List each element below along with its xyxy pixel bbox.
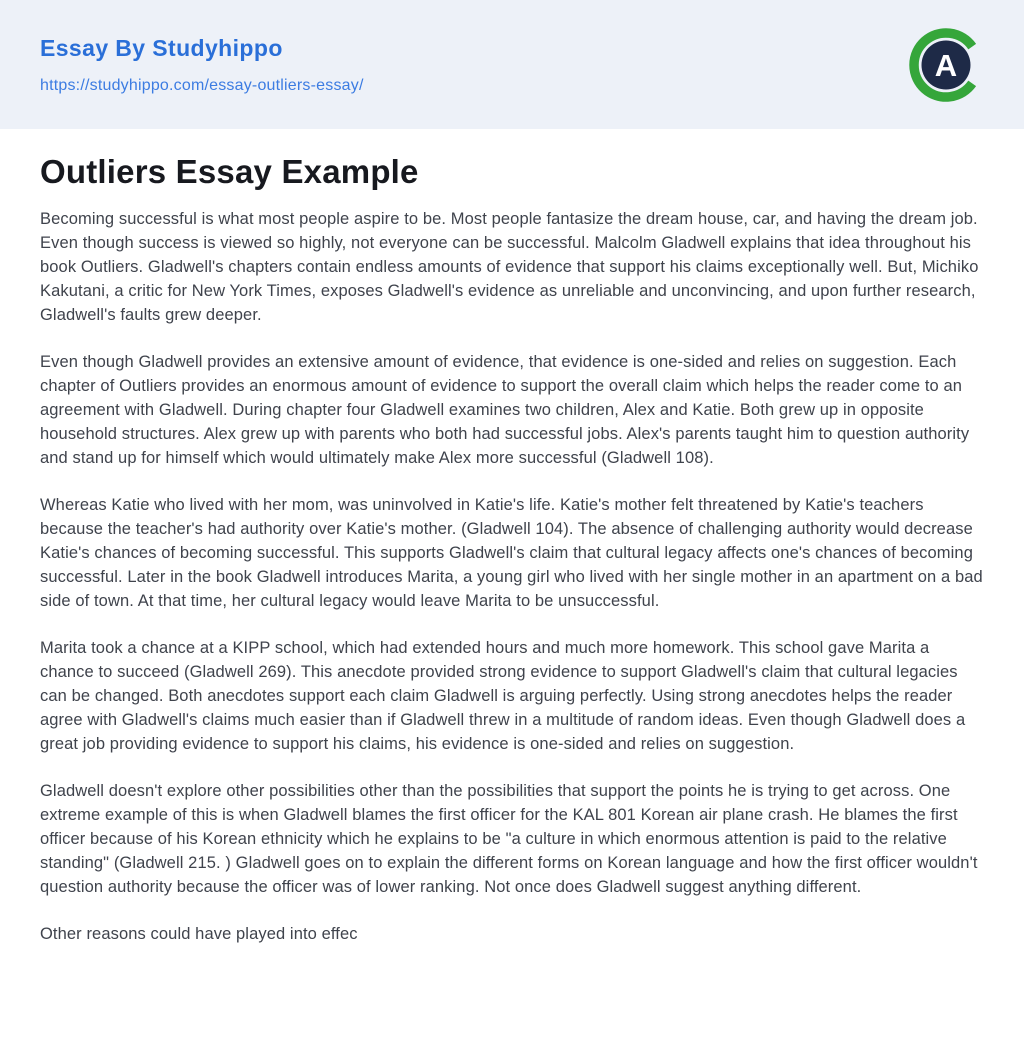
essay-article [0,129,1024,946]
logo-letter: A [934,47,958,83]
essay-paragraph: Other reasons could have played into effec [40,925,358,943]
header-text-block [40,35,364,95]
essay-paragraph: Even though Gladwell provides an extensive amount of evidence, that evidence is one-sided and relies on suggestion. Each chapter of Outliers provides an enormous amount of evidence to support the overall claim which helps the reader come to an agreement with Gladwell. During chapter four Gladwell examines two children, Alex and Katie. Both grew up in opposite household structures. Alex grew up with parents who both had successful jobs. Alex's parents taught him to question authority and stand up for himself which would ultimately make Alex more successful (Gladwell 108). [40,353,970,467]
essay-paragraph: Becoming successful is what most people aspire to be. Most people fantasize the dream house, car, and having the dream job. Even though success is viewed so highly, not everyone can be successful. Malcolm Gladwell explains that idea throughout his book Outliers. Gladwell's chapters contain endless amounts of evidence that support his claims exceptionally well. But, Michiko Kakutani, a critic for New York Times, exposes Gladwell's evidence as unreliable and unconvincing, and upon further research, Gladwell's faults grew deeper. [40,210,979,324]
studyhippo-logo-icon [908,27,984,103]
source-url-link[interactable]: https://studyhippo.com/essay-outliers-essay/ [40,76,364,94]
site-header [0,0,1024,129]
essay-paragraph: Whereas Katie who lived with her mom, was uninvolved in Katie's life. Katie's mother felt threatened by Katie's teachers because the teacher's had authority over Katie's mother. (Gladwell 104). The absence of challenging authority would decrease Katie's chances of becoming successful. This supports Gladwell's claim that cultural legacy affects one's chances of becoming successful. Later in the book Gladwell introduces Marita, a young girl who lived with her single mother in an apartment on a bad side of town. At that time, her cultural legacy would leave Marita to be unsuccessful. [40,496,983,610]
essay-paragraph: Gladwell doesn't explore other possibilities other than the possibilities that support the points he is trying to get across. One extreme example of this is when Gladwell blames the first officer for the KAL 801 Korean air plane crash. He blames the first officer because of his Korean ethnicity which he explains to be "a culture in which enormous attention is paid to the relative standing" (Gladwell 215. ) Gladwell goes on to explain the different forms on Korean language and how the first officer wouldn't question authority because the officer was of lower ranking. Not once does Gladwell suggest anything different. [40,782,978,896]
essay-paragraph: Marita took a chance at a KIPP school, which had extended hours and much more homework. This school gave Marita a chance to succeed (Gladwell 269). This anecdote provided strong evidence to support Gladwell's claim that cultural legacies can be changed. Both anecdotes support each claim Gladwell is arguing perfectly. Using strong anecdotes helps the reader agree with Gladwell's claims much easier than if Gladwell threw in a multitude of random ideas. Even though Gladwell does a great job providing evidence to support his claims, his evidence is one-sided and relies on suggestion. [40,639,966,753]
page-title: Outliers Essay Example [40,153,419,190]
site-title: Essay By Studyhippo [40,34,283,61]
